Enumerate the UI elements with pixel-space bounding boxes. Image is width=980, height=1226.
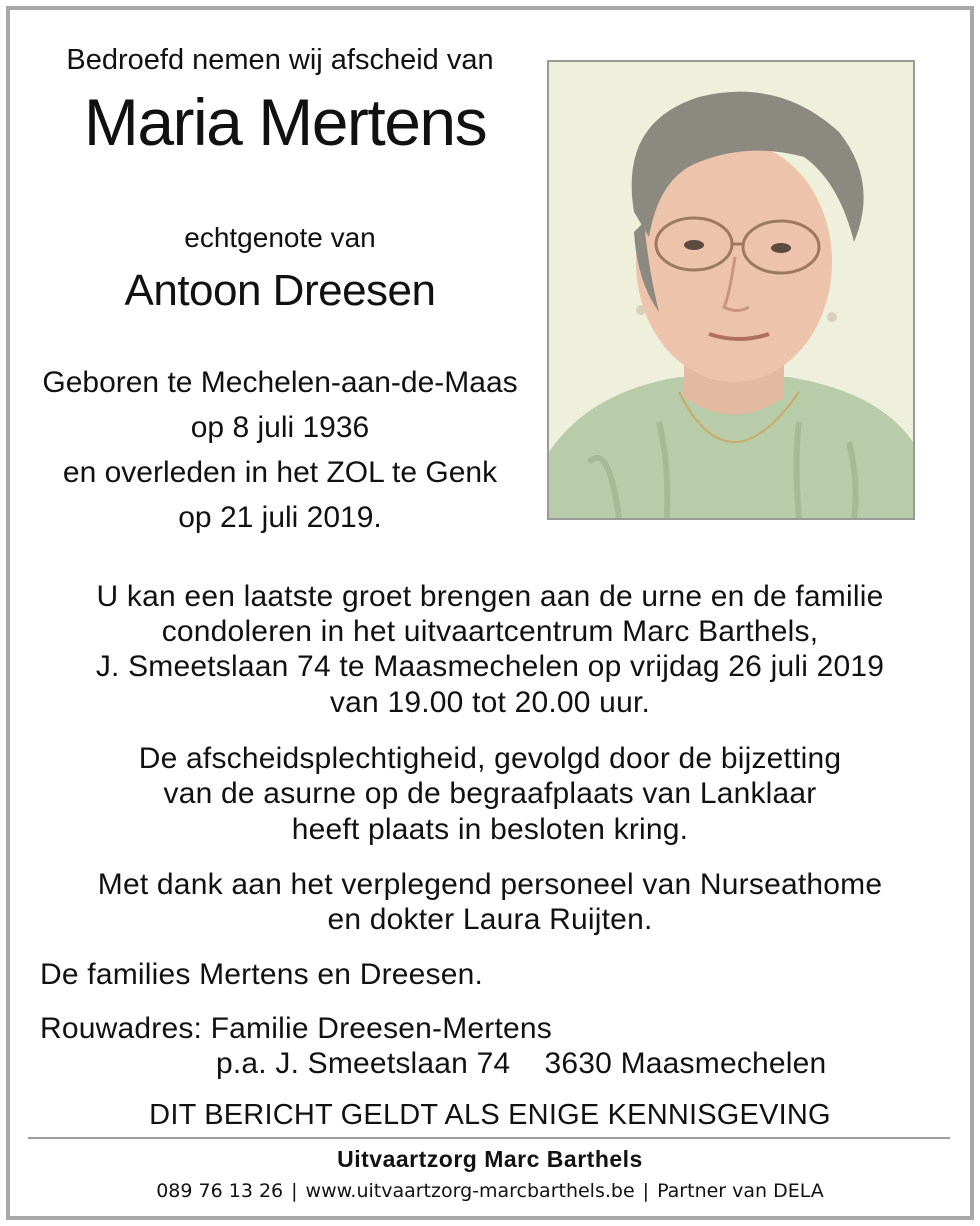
address-name: Familie Dreesen-Mertens: [210, 1012, 552, 1045]
families-text: De families Mertens en Dreesen.: [40, 958, 484, 991]
portrait-photo: [547, 60, 915, 520]
footer-website: www.uitvaartzorg-marcbarthels.be: [305, 1180, 635, 1202]
portrait-illustration: [549, 62, 913, 518]
visitation-line-3: J. Smeetslaan 74 te Maasmechelen op vrijdag 26 juli 2019: [95, 650, 885, 683]
footer-divider: [28, 1137, 950, 1139]
footer-phone: 089 76 13 26: [156, 1180, 284, 1202]
footer-company: Uitvaartzorg Marc Barthels: [337, 1146, 643, 1172]
spouse-name: Antoon Dreesen: [124, 266, 436, 315]
notice-statement: DIT BERICHT GELDT ALS ENIGE KENNISGEVING: [149, 1099, 831, 1131]
birth-date: op 8 juli 1936: [190, 411, 370, 444]
death-date: op 21 juli 2019.: [178, 501, 382, 534]
birth-place: Geboren te Mechelen-aan-de-Maas: [42, 366, 518, 399]
thanks-line-1: Met dank aan het verplegend personeel van Nurseathome: [97, 868, 883, 901]
footer-separator: |: [291, 1180, 298, 1202]
address-street: p.a. J. Smeetslaan 74: [216, 1047, 511, 1080]
visitation-line-1: U kan een laatste groet brengen aan de urne en de familie: [96, 580, 884, 613]
intro-text: Bedroefd nemen wij afscheid van: [66, 44, 494, 76]
ceremony-line-1: De afscheidsplechtigheid, gevolgd door de bijzetting: [138, 742, 842, 775]
footer-separator: |: [642, 1180, 650, 1202]
death-place: en overleden in het ZOL te Genk: [62, 456, 498, 489]
thanks-line-2: en dokter Laura Ruijten.: [327, 903, 653, 936]
ceremony-line-3: heeft plaats in besloten kring.: [291, 813, 689, 846]
address-label: Rouwadres:: [40, 1012, 203, 1045]
footer-partner: Partner van DELA: [657, 1180, 824, 1202]
visitation-line-4: van 19.00 tot 20.00 uur.: [329, 686, 651, 719]
address-label-line: [40, 1012, 940, 1046]
ceremony-line-2: van de asurne op de begraafplaats van Lanklaar: [163, 777, 817, 810]
address-street-line: [216, 1047, 916, 1081]
spouse-label: echtgenote van: [184, 222, 376, 253]
address-city: 3630 Maasmechelen: [544, 1047, 827, 1080]
deceased-name: Maria Mertens: [83, 85, 487, 159]
visitation-line-2: condoleren in het uitvaartcentrum Marc Barthels,: [161, 615, 819, 648]
footer-contact-line: [0, 1180, 980, 1202]
